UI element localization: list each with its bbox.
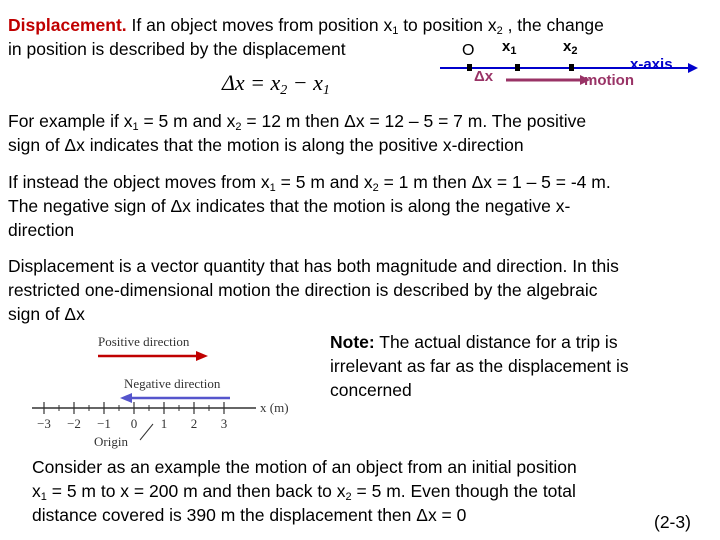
slide-title: Displacement. bbox=[8, 15, 127, 35]
para4-line-2 bbox=[32, 479, 576, 503]
note-line-1 bbox=[330, 330, 618, 354]
para2-line-2: The negative sign of Δx indicates that the motion is along the negative x- bbox=[8, 196, 571, 216]
origin-caption: Origin bbox=[94, 434, 128, 449]
para1-a: For example if x bbox=[8, 111, 133, 131]
para4-a: x bbox=[32, 481, 41, 501]
number-line-tick-label: −2 bbox=[67, 416, 81, 431]
sub-2: 2 bbox=[496, 25, 503, 37]
number-line-tick-label: −3 bbox=[37, 416, 51, 431]
intro-text-c: , the change bbox=[502, 15, 604, 35]
para2-b: = 5 m and x bbox=[275, 172, 373, 192]
x2-sub: 2 bbox=[571, 45, 578, 57]
x1-sub: 1 bbox=[510, 45, 517, 57]
para4-s2: 2 bbox=[345, 491, 352, 503]
intro-line-2: in position is described by the displacement bbox=[8, 39, 346, 59]
para3-line-1: Displacement is a vector quantity that has both magnitude and direction. In this bbox=[8, 256, 619, 276]
para1-c: = 12 m then Δx = 12 – 5 = 7 m. The positive bbox=[241, 111, 587, 131]
para4-s1: 1 bbox=[40, 491, 47, 503]
number-line-tick-label: 0 bbox=[130, 416, 138, 431]
number-line-figure bbox=[30, 330, 320, 452]
number-line-tick-label: 3 bbox=[220, 416, 228, 431]
para1-s1: 1 bbox=[132, 121, 139, 133]
positive-arrowhead bbox=[196, 351, 208, 361]
para2-s1: 1 bbox=[269, 182, 276, 194]
number-line-ticks bbox=[37, 402, 227, 431]
para4-line-3: distance covered is 390 m the displacement then Δx = 0 bbox=[32, 505, 467, 525]
displacement-equation bbox=[222, 70, 330, 96]
eq-mid: − x bbox=[287, 70, 323, 95]
axis-unit-label: x (m) bbox=[260, 400, 289, 415]
origin-label: O bbox=[462, 42, 475, 59]
page-number: (2-3) bbox=[654, 512, 691, 532]
para4-c: = 5 m. Even though the total bbox=[351, 481, 576, 501]
para1-line-1 bbox=[8, 109, 586, 133]
note-line-3: concerned bbox=[330, 380, 412, 400]
number-line-tick-label: 2 bbox=[190, 416, 198, 431]
origin-tick bbox=[467, 64, 472, 71]
note-label: Note: bbox=[330, 332, 375, 352]
intro-line-1 bbox=[8, 13, 604, 37]
para2-c: = 1 m then Δx = 1 – 5 = -4 m. bbox=[378, 172, 611, 192]
para2-line-1 bbox=[8, 170, 611, 194]
eq-sub-a: 2 bbox=[280, 83, 288, 98]
para1-line-2: sign of Δx indicates that the motion is along the positive x-direction bbox=[8, 135, 524, 155]
x2-tick bbox=[569, 64, 574, 71]
intro-text-a: If an object moves from position x bbox=[131, 15, 393, 35]
x2-label bbox=[563, 35, 577, 59]
para3-line-2: restricted one-dimensional motion the direction is described by the algebraic bbox=[8, 280, 598, 300]
eq-sub-b: 1 bbox=[322, 83, 330, 98]
note-text-1: The actual distance for a trip is bbox=[374, 332, 618, 352]
x-axis-label: x-axis bbox=[630, 56, 673, 73]
x-axis-arrowhead bbox=[688, 63, 698, 73]
sub-1: 1 bbox=[392, 25, 399, 37]
number-line-tick-label: −1 bbox=[97, 416, 111, 431]
x1-label bbox=[502, 35, 516, 59]
number-line-tick-label: 1 bbox=[160, 416, 168, 431]
x1-letter: x bbox=[502, 38, 511, 55]
x1-tick bbox=[515, 64, 520, 71]
eq-lhs: Δx = x bbox=[222, 70, 281, 95]
positive-direction-label: Positive direction bbox=[98, 334, 190, 349]
para1-s2: 2 bbox=[235, 121, 242, 133]
negative-arrowhead bbox=[120, 393, 132, 403]
para2-a: If instead the object moves from x bbox=[8, 172, 270, 192]
para3-line-3: sign of Δx bbox=[8, 304, 85, 324]
origin-pointer bbox=[140, 424, 153, 440]
negative-direction-label: Negative direction bbox=[124, 376, 221, 391]
x2-letter: x bbox=[563, 38, 572, 55]
para4-line-1: Consider as an example the motion of an object from an initial position bbox=[32, 457, 577, 477]
para4-b: = 5 m to x = 200 m and then back to x bbox=[46, 481, 346, 501]
note-line-2: irrelevant as far as the displacement is bbox=[330, 356, 629, 376]
para2-line-3: direction bbox=[8, 220, 75, 240]
delta-x-label: Δx bbox=[474, 68, 494, 85]
para2-s2: 2 bbox=[372, 182, 379, 194]
intro-text-b: to position x bbox=[398, 15, 497, 35]
para1-b: = 5 m and x bbox=[138, 111, 236, 131]
motion-label: motion bbox=[584, 72, 634, 89]
